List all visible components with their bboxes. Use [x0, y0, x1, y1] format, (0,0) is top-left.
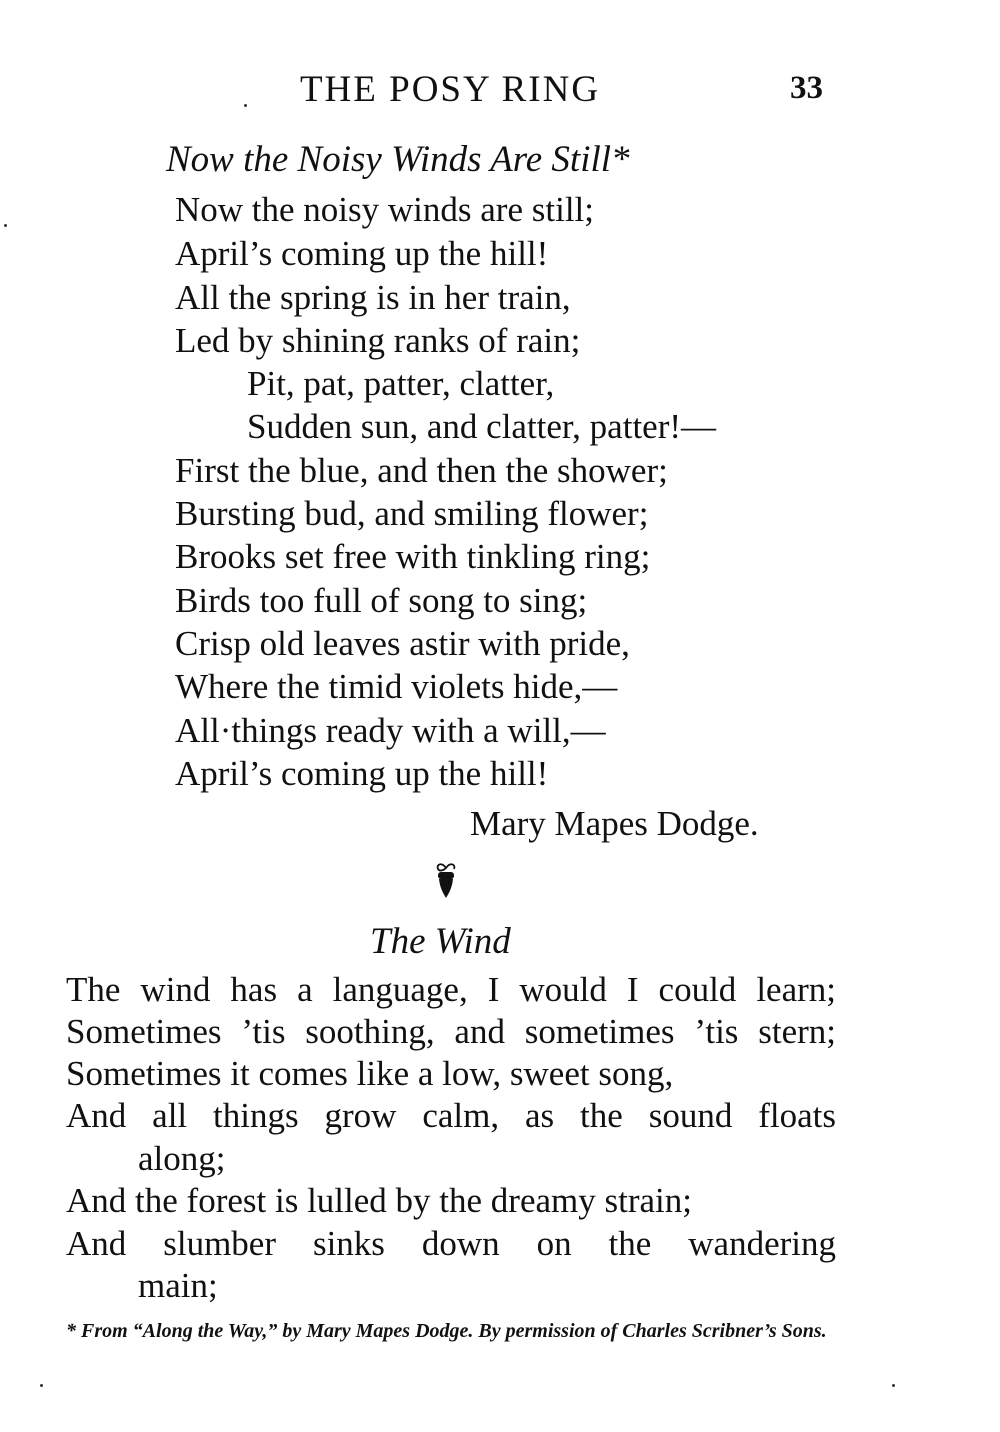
poem-title: The Wind — [370, 921, 511, 962]
running-title: THE POSY RING — [299, 69, 601, 110]
verse-line: April’s coming up the hill! — [175, 234, 549, 273]
verse-line: Bursting bud, and smiling flower; — [175, 494, 649, 533]
poem-title: Now the Noisy Winds Are Still* — [166, 139, 630, 180]
acorn-ornament-icon — [432, 860, 460, 905]
verse-line: Sometimes ’tis soothing, and sometimes ’tis stern; — [66, 1012, 836, 1051]
verse-line: All·things ready with a will,— — [175, 711, 606, 750]
scan-speck — [244, 104, 247, 107]
verse-line: All the spring is in her train, — [175, 278, 571, 317]
verse-line: Crisp old leaves astir with pride, — [175, 624, 630, 663]
poem-author: Mary Mapes Dodge. — [470, 804, 759, 843]
verse-line: The wind has a language, I would I could learn; — [66, 970, 836, 1009]
scan-speck — [40, 1384, 43, 1387]
verse-line: Pit, pat, patter, clatter, — [247, 364, 555, 403]
verse-line: Brooks set free with tinkling ring; — [175, 537, 651, 576]
verse-line: April’s coming up the hill! — [175, 754, 549, 793]
verse-line: along; — [138, 1139, 226, 1178]
verse-line: Sometimes it comes like a low, sweet song, — [66, 1054, 674, 1093]
verse-line: Now the noisy winds are still; — [175, 190, 594, 229]
verse-line: And slumber sinks down on the wandering — [66, 1224, 836, 1263]
verse-line: Sudden sun, and clatter, patter!— — [247, 407, 717, 446]
verse-line: Birds too full of song to sing; — [175, 581, 588, 620]
verse-line: And all things grow calm, as the sound floats — [66, 1096, 836, 1135]
scan-speck — [892, 1384, 895, 1387]
verse-line: And the forest is lulled by the dreamy strain; — [66, 1181, 692, 1220]
footnote: * From “Along the Way,” by Mary Mapes Dodge. By permission of Charles Scribner’s Sons. — [66, 1320, 827, 1342]
scan-speck — [4, 224, 7, 227]
verse-line: First the blue, and then the shower; — [175, 451, 668, 490]
page-number: 33 — [790, 70, 823, 106]
verse-line: Led by shining ranks of rain; — [175, 321, 581, 360]
verse-line: main; — [138, 1266, 218, 1305]
verse-line: Where the timid violets hide,— — [175, 667, 618, 706]
